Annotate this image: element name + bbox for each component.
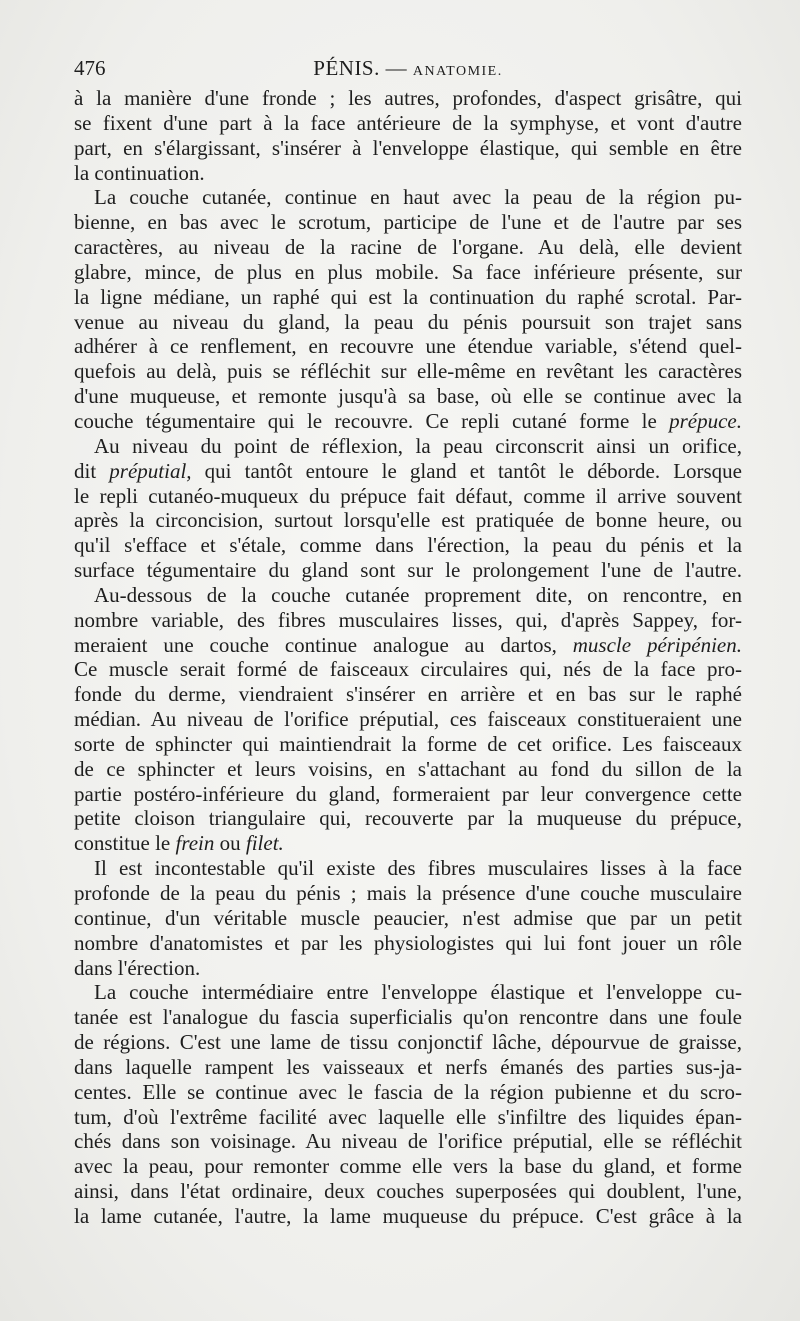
text-line: nombre d'anatomistes et par les physiologistes qui lui font jouer un rôle <box>74 930 742 955</box>
title-separator: — <box>385 56 408 80</box>
text-line: de ce sphincter et leurs voisins, en s'attachant au fond du sillon de la <box>74 756 742 781</box>
text-line: qu'il s'efface et s'étale, comme dans l'érection, la peau du pénis et la <box>74 533 742 558</box>
text-segment: dit <box>74 458 97 483</box>
text-line: dans laquelle rampent les vaisseaux et nerfs émanés des parties sus-ja- <box>74 1054 742 1079</box>
text-segment: couche tégumentaire qui le recouvre. Ce repli cutané forme le <box>74 408 657 433</box>
text-line <box>74 459 742 484</box>
text-line: chés dans son voisinage. Au niveau de l'orifice préputial, elle se réfléchit <box>74 1129 742 1154</box>
text-line <box>74 831 742 856</box>
text-line <box>74 633 742 658</box>
text-line: avec la peau, pour remonter comme elle vers la base du gland, et forme <box>74 1154 742 1179</box>
page-number: 476 <box>74 56 106 80</box>
body-text <box>74 86 742 1229</box>
chapter-title: PÉNIS. <box>313 56 380 80</box>
text-line: petite cloison triangulaire qui, recouverte par la muqueuse du prépuce, <box>74 806 742 831</box>
text-line: dans l'érection. <box>74 955 201 980</box>
text-line: profonde de la peau du pénis ; mais la présence d'une couche musculaire <box>74 881 742 905</box>
text-line: La couche cutanée, continue en haut avec la peau de la région pu- <box>94 185 742 210</box>
text-line: Il est incontestable qu'il existe des fibres musculaires lisses à la face <box>94 856 742 881</box>
text-line: la lame cutanée, l'autre, la lame muqueuse du prépuce. C'est grâce à la <box>74 1203 742 1228</box>
text-line: Au niveau du point de réflexion, la peau circonscrit ainsi un orifice, <box>94 433 742 458</box>
text-line: se fixent d'une part à la face antérieure de la symphyse, et vont d'autre <box>74 110 742 135</box>
text-segment: ou <box>219 831 241 856</box>
text-line: de régions. C'est une lame de tissu conjonctif lâche, dépourvue de graisse, <box>74 1030 742 1055</box>
text-line: La couche intermédiaire entre l'enveloppe élastique et l'enveloppe cu- <box>94 980 742 1005</box>
text-line: la continuation. <box>74 160 205 185</box>
text-line: sorte de sphincter qui maintiendrait la forme de cet orifice. Les faisceaux <box>74 731 742 756</box>
text-line: continue, d'un véritable muscle peaucier, n'est admise que par un petit <box>74 905 742 930</box>
text-line: ainsi, dans l'état ordinaire, deux couches superposées qui doublent, l'une, <box>74 1179 742 1204</box>
text-line: quefois au delà, puis se réfléchit sur elle-même en revêtant les caractères <box>74 359 742 384</box>
text-line: partie postéro-inférieure du gland, formeraient par leur convergence cette <box>74 781 742 806</box>
term-muscle-peripenien: muscle péripénien. <box>572 632 742 657</box>
text-line: la ligne médiane, un raphé qui est la continuation du raphé scrotal. Par- <box>74 284 742 309</box>
term-filet: filet. <box>245 831 284 856</box>
text-line: Ce muscle serait formé de faisceaux circulaires qui, nés de la face pro- <box>74 657 742 682</box>
text-line: le repli cutanéo-muqueux du prépuce fait défaut, comme il arrive souvent <box>74 483 742 508</box>
running-header <box>74 56 742 84</box>
text-line: caractères, au niveau de la racine de l'organe. Au delà, elle devient <box>74 235 742 260</box>
term-frein: frein <box>175 831 215 856</box>
term-prepuce: prépuce. <box>669 408 742 433</box>
text-line: bienne, en bas avec le scrotum, participe de l'une et de l'autre par ses <box>74 210 742 235</box>
text-line: tanée est l'analogue du fascia superficialis qu'on rencontre dans une foule <box>74 1005 742 1030</box>
text-line: fonde du derme, viendraient s'insérer en arrière et en bas sur le raphé <box>74 682 742 707</box>
text-line <box>74 409 742 434</box>
text-line: glabre, mince, de plus en plus mobile. Sa face inférieure présente, sur <box>74 259 742 284</box>
text-line: centes. Elle se continue avec le fascia de la région pubienne et du scro- <box>74 1079 742 1104</box>
text-segment: constitue le <box>74 831 171 856</box>
term-preputial: préputial, <box>109 458 192 483</box>
text-line: à la manière d'une fronde ; les autres, profondes, d'aspect grisâtre, qui <box>74 86 742 110</box>
text-line: venue au niveau du gland, la peau du pénis poursuit son trajet sans <box>74 309 742 334</box>
text-line: Au-dessous de la couche cutanée proprement dite, on rencontre, en <box>94 582 742 607</box>
text-segment: meraient une couche continue analogue au dartos, <box>74 632 557 657</box>
section-subtitle: ANATOMIE. <box>412 64 503 79</box>
text-line: nombre variable, des fibres musculaires lisses, qui, d'après Sappey, for- <box>74 607 742 632</box>
text-segment: qui tantôt entoure le gland et tantôt le déborde. Lorsque <box>204 458 742 483</box>
text-line: d'une muqueuse, et remonte jusqu'à sa base, où elle se continue avec la <box>74 384 742 409</box>
text-line: médian. Au niveau de l'orifice préputial, ces faisceaux constitueraient une <box>74 707 742 732</box>
text-line: part, en s'élargissant, s'insérer à l'enveloppe élastique, qui semble en être <box>74 135 742 160</box>
text-line: surface tégumentaire du gland sont sur le prolongement l'une de l'autre. <box>74 558 742 583</box>
text-line: après la circoncision, surtout lorsqu'elle est pratiquée de bonne heure, ou <box>74 508 742 533</box>
text-line: tum, d'où l'extrême facilité avec laquelle elle s'infiltre des liquides épan- <box>74 1104 742 1129</box>
running-title <box>74 56 742 81</box>
text-line: adhérer à ce renflement, en recouvre une étendue variable, s'étend quel- <box>74 334 742 359</box>
